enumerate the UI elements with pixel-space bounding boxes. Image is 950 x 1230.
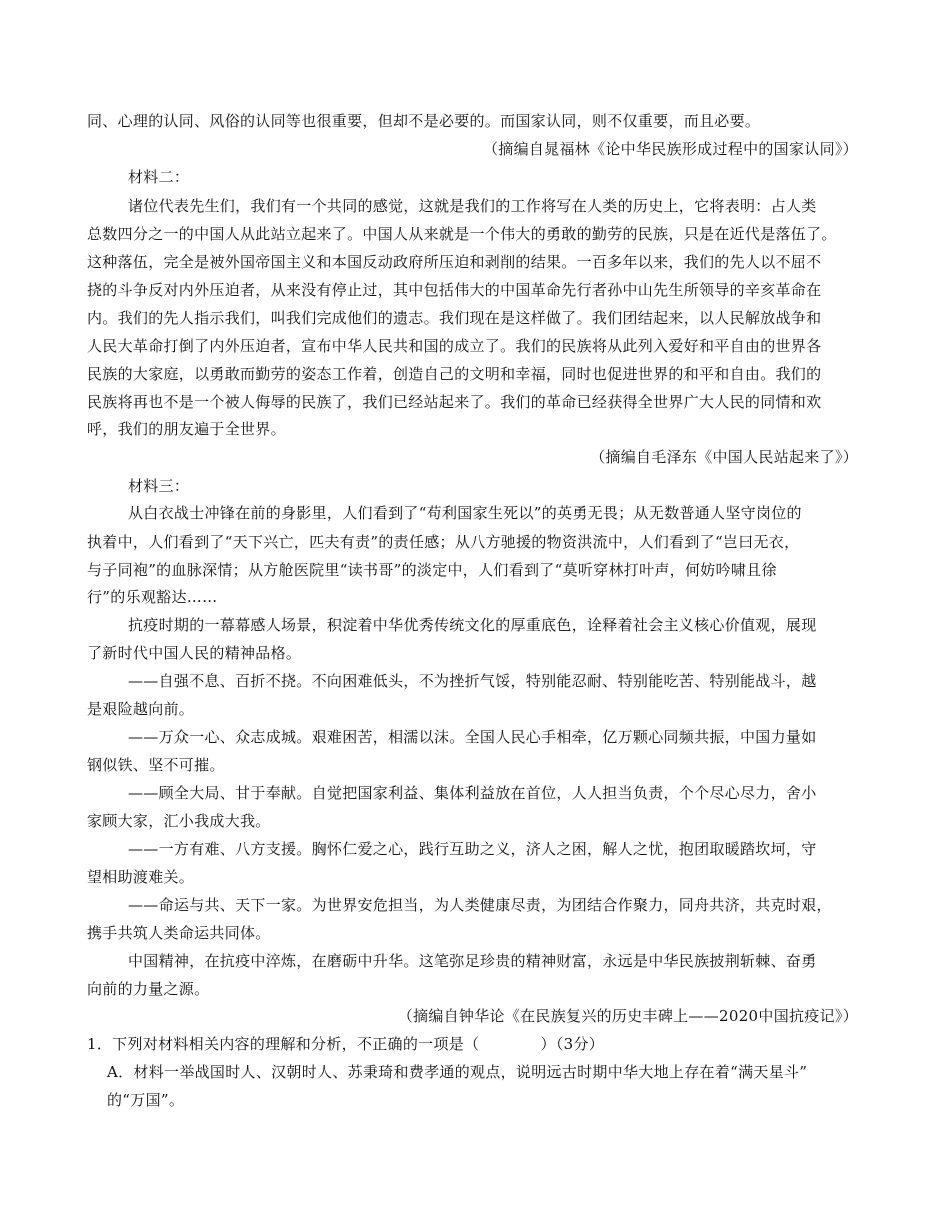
text-line: 人民大革命打倒了内外压迫者，宣布中华人民共和国的成立了。我们的民族将从此列入爱好和平自由的世界各 bbox=[87, 337, 822, 355]
section-heading: 材料三： bbox=[128, 477, 190, 495]
text-line: 携手共筑人类命运共同体。 bbox=[87, 924, 271, 942]
text-line: ——顾全大局、甘于奉献。自觉把国家利益、集体利益放在首位，人人担当负责，个个尽心尽力，舍小 bbox=[128, 784, 817, 802]
text-line: 中国精神，在抗疫中淬炼，在磨砺中升华。这笔弥足珍贵的精神财富，永远是中华民族披荆斩棘、奋勇 bbox=[128, 952, 817, 970]
text-line: 内。我们的先人指示我们，叫我们完成他们的遗志。我们现在是这样做了。我们团结起来，以人民解放战争和 bbox=[87, 309, 822, 327]
text-line: 呼，我们的朋友遍于全世界。 bbox=[87, 420, 286, 438]
text-line: ——自强不息、百折不挠。不向困难低头，不为挫折气馁，特别能忍耐、特别能吃苦、特别能战斗，越 bbox=[128, 672, 817, 690]
text-line: 诸位代表先生们，我们有一个共同的感觉，这就是我们的工作将写在人类的历史上，它将表明：占人类 bbox=[128, 197, 817, 215]
text-line: 望相助渡难关。 bbox=[87, 868, 195, 886]
text-line: 挠的斗争反对内外压迫者，从来没有停止过，其中包括伟大的中国革命先行者孙中山先生所领导的辛亥革命在 bbox=[87, 281, 822, 299]
option-a: A．材料一举战国时人、汉朝时人、苏秉琦和费孝通的观点，说明远古时期中华大地上存在着“满天星斗” bbox=[107, 1063, 808, 1081]
source-citation: （摘编自晁福林《论中华民族形成过程中的国家认同》） bbox=[482, 140, 858, 158]
text-line: 民族的大家庭，以勇敢而勤劳的姿态工作着，创造自己的文明和幸福，同时也促进世界的和平和自由。我们的 bbox=[87, 365, 822, 383]
text-line: 是艰险越向前。 bbox=[87, 700, 195, 718]
source-citation: （摘编自钟华论《在民族复兴的历史丰碑上——2020中国抗疫记》） bbox=[397, 1007, 858, 1025]
text-line: 钢似铁、坚不可摧。 bbox=[87, 756, 225, 774]
text-line: 家顾大家，汇小我成大我。 bbox=[87, 812, 271, 830]
text-line: 向前的力量之源。 bbox=[87, 980, 210, 998]
text-line: ——命运与共、天下一家。为世界安危担当，为人类健康尽责，为团结合作聚力，同舟共济，共克时艰， bbox=[128, 896, 832, 914]
text-line: 这种落伍，完全是被外国帝国主义和本国反动政府所压迫和剥削的结果。一百多年以来，我们的先人以不屈不 bbox=[87, 253, 822, 271]
text-line: 总数四分之一的中国人从此站立起来了。中国人从来就是一个伟大的勇敢的勤劳的民族，只是在近代是落伍了。 bbox=[87, 225, 837, 243]
text-line: 同、心理的认同、风俗的认同等也很重要，但却不是必要的。而国家认同，则不仅重要，而且必要。 bbox=[87, 112, 761, 130]
source-citation: （摘编自毛泽东《中国人民站起来了》） bbox=[590, 448, 858, 466]
option-a-continued: 的“万国”。 bbox=[107, 1091, 185, 1109]
text-line: 从白衣战士冲锋在前的身影里，人们看到了“苟利国家生死以”的英勇无畏；从无数普通人坚守岗位的 bbox=[128, 504, 802, 522]
text-line: 民族将再也不是一个被人侮辱的民族了，我们已经站起来了。我们的革命已经获得全世界广大人民的同情和欢 bbox=[87, 393, 822, 411]
text-line: 行”的乐观豁达…… bbox=[87, 588, 218, 606]
text-line: 了新时代中国人民的精神品格。 bbox=[87, 644, 302, 662]
text-line: ——万众一心、众志成城。艰难困苦，相濡以沫。全国人民心手相牵，亿万颗心同频共振，中国力量如 bbox=[128, 728, 817, 746]
section-heading: 材料二： bbox=[128, 168, 190, 186]
question-stem: 1．下列对材料相关内容的理解和分析，不正确的一项是（ ）（3分） bbox=[87, 1035, 605, 1053]
text-line: ——一方有难、八方支援。胸怀仁爱之心，践行互助之义，济人之困，解人之忧，抱团取暖踏坎坷，守 bbox=[128, 840, 817, 858]
text-line: 执着中，人们看到了“天下兴亡，匹夫有责”的责任感；从八方驰援的物资洪流中，人们看到了“岂曰无衣， bbox=[87, 533, 800, 551]
text-line: 抗疫时期的一幕幕感人场景，积淀着中华优秀传统文化的厚重底色，诠释着社会主义核心价值观，展现 bbox=[128, 616, 817, 634]
text-line: 与子同袍”的血脉深情；从方舱医院里“读书哥”的淡定中，人们看到了“莫听穿林打叶声，何妨吟啸且徐 bbox=[87, 561, 777, 579]
